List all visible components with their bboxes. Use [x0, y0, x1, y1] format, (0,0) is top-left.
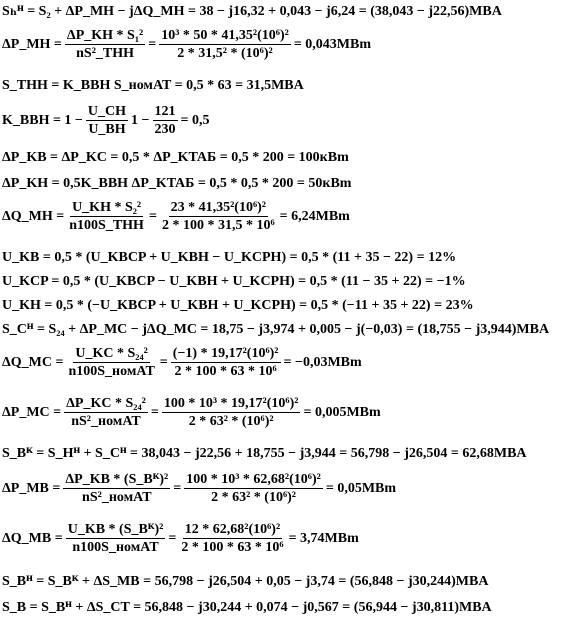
- equation-result: = 3,74MBm: [288, 530, 359, 546]
- numerator: U_KC * S₂₄²: [75, 346, 148, 361]
- fraction: [65, 28, 145, 61]
- equation-result: = 0,5: [180, 112, 210, 128]
- equation-lhs: ΔP_MB =: [2, 480, 61, 496]
- equation-line: [2, 28, 371, 61]
- numerator: U_CH: [87, 104, 127, 119]
- denominator: nS²_THH: [76, 46, 135, 61]
- numerator: ΔP_KC * S₂₄²: [66, 396, 146, 411]
- equation-line: [2, 322, 549, 338]
- denominator: n100S_номAT: [72, 540, 159, 555]
- equation-lhs: ΔQ_MH =: [2, 208, 65, 224]
- equation-text: S_THH = K_BBH S_номAT = 0,5 * 63 = 31,5MBA: [2, 78, 304, 93]
- equation-text: S_Bᴴ = S_Bᴷ + ΔS_MB = 56,798 − j26,504 + 0,05 − j3,74 = (56,848 − j30,244)MBA: [2, 574, 489, 589]
- equation-lhs: ΔP_MC =: [2, 404, 62, 420]
- denominator: 230: [154, 122, 176, 137]
- relation: =: [148, 208, 157, 224]
- relation: =: [173, 480, 182, 496]
- denominator: n100S_номAT: [68, 364, 155, 379]
- relation: =: [148, 36, 157, 52]
- equation-lhs: ΔQ_MC =: [2, 354, 64, 370]
- numerator: ΔP_KB * (S_Bᴷ)²: [65, 472, 169, 487]
- numerator: U_KB * (S_Bᴷ)²: [67, 522, 164, 537]
- equation-line: [2, 150, 349, 166]
- equation-text: S_B = S_Bᴴ + ΔS_CT = 56,848 − j30,244 + 0,074 − j0,567 = (56,944 − j30,811)MBA: [2, 600, 492, 615]
- denominator: 2 * 100 * 63 * 10⁶: [181, 540, 284, 555]
- equation-text: U_KCP = 0,5 * (U_KBCP − U_KBH + U_KCPH) = 0,5 * (11 − 35 + 22) = −1%: [2, 274, 466, 289]
- equation-line: [2, 250, 456, 266]
- equation-line: [2, 472, 396, 505]
- fraction: [153, 104, 178, 137]
- fraction: [64, 396, 148, 429]
- equation-line: [2, 176, 351, 192]
- numerator: 12 * 62,68²(10⁶)²: [184, 522, 281, 537]
- equation-text: S_Cᴴ = S₂₄ + ΔP_MC − jΔQ_MC = 18,75 − j3,974 + 0,005 − j(−0,03) = (18,755 − j3,944)MBA: [2, 322, 550, 337]
- fraction: [160, 200, 277, 233]
- fraction: [66, 522, 166, 555]
- numerator: 121: [154, 104, 176, 119]
- fraction: [63, 472, 170, 505]
- fraction: [162, 396, 301, 429]
- fraction: [159, 28, 291, 61]
- relation: =: [168, 530, 177, 546]
- equation-lhs: ΔP_MH =: [2, 36, 62, 52]
- equation-result: = 6,24MBm: [279, 208, 350, 224]
- fraction: [179, 522, 285, 555]
- equation-text: ΔP_KH = 0,5K_BBH ΔP_KTAБ = 0,5 * 0,5 * 200 = 50кBm: [2, 176, 352, 191]
- denominator: U_BH: [88, 122, 126, 137]
- fraction: [171, 346, 281, 379]
- equation-line: [2, 274, 466, 290]
- denominator: 2 * 63² * (10⁶)²: [188, 414, 274, 429]
- fraction: [66, 346, 156, 379]
- equation-text: U_KH = 0,5 * (−U_KBCP + U_KBH + U_KCPH) = 0,5 * (−11 + 35 + 22) = 23%: [2, 298, 474, 313]
- equation-line: [2, 104, 210, 137]
- numerator: ΔP_KH * S₁²: [66, 28, 144, 43]
- denominator: n100S_THH: [69, 218, 144, 233]
- equation-result: = 0,05MBm: [325, 480, 397, 496]
- fraction: [67, 200, 146, 233]
- denominator: 2 * 31,5² * (10⁶)²: [177, 46, 273, 61]
- equation-line: [2, 574, 488, 590]
- relation: =: [159, 354, 168, 370]
- numerator: 23 * 41,35²(10⁶)²: [170, 200, 266, 215]
- denominator: 2 * 63² * (10⁶)²: [211, 490, 296, 505]
- equation-result: = 0,005MBm: [303, 404, 381, 420]
- equation-line: [2, 600, 492, 616]
- denominator: nS²_номAT: [82, 490, 152, 505]
- equation-lhs: ΔQ_MB =: [2, 530, 63, 546]
- fraction: [184, 472, 323, 505]
- numerator: U_KH * S₂²: [72, 200, 142, 215]
- numerator: 100 * 10³ * 19,17²(10⁶)²: [163, 396, 299, 411]
- equation-text: Sₕᴴ = S₂ + ΔP_MH − jΔQ_MH = 38 − j16,32 + 0,043 − j6,24 = (38,043 − j22,56)MBA: [2, 4, 502, 19]
- equation-line: [2, 200, 350, 233]
- equation-line: [2, 4, 502, 20]
- numerator: (−1) * 19,17²(10⁶)²: [172, 346, 279, 361]
- equation-line: [2, 346, 362, 379]
- equation-text: S_Bᴷ = S_Hᴴ + S_Cᴴ = 38,043 − j22,56 + 18,755 − j3,944 = 56,798 − j26,504 = 62,68MBA: [2, 446, 527, 461]
- equation-line: [2, 78, 304, 94]
- numerator: 10³ * 50 * 41,35²(10⁶)²: [161, 28, 289, 43]
- equation-line: [2, 396, 381, 429]
- equation-line: [2, 298, 474, 314]
- fraction: [86, 104, 128, 137]
- equation-result: = 0,043MBm: [293, 36, 372, 52]
- denominator: 2 * 100 * 63 * 10⁶: [174, 364, 277, 379]
- relation: =: [150, 404, 159, 420]
- equation-line: [2, 522, 359, 555]
- equation-lhs: K_BBH = 1 −: [2, 112, 83, 128]
- relation: 1 −: [131, 112, 150, 128]
- denominator: 2 * 100 * 31,5 * 10⁶: [161, 218, 275, 233]
- numerator: 100 * 10³ * 62,68²(10⁶)²: [186, 472, 321, 487]
- equation-line: [2, 446, 527, 462]
- denominator: nS²_номAT: [71, 414, 141, 429]
- equation-text: U_KB = 0,5 * (U_KBCP + U_KBH − U_KCPH) = 0,5 * (11 + 35 − 22) = 12%: [2, 250, 457, 265]
- equation-result: = −0,03MBm: [283, 354, 362, 370]
- equation-text: ΔP_KB = ΔP_KC = 0,5 * ΔP_KTAБ = 0,5 * 200 = 100кBm: [2, 150, 349, 165]
